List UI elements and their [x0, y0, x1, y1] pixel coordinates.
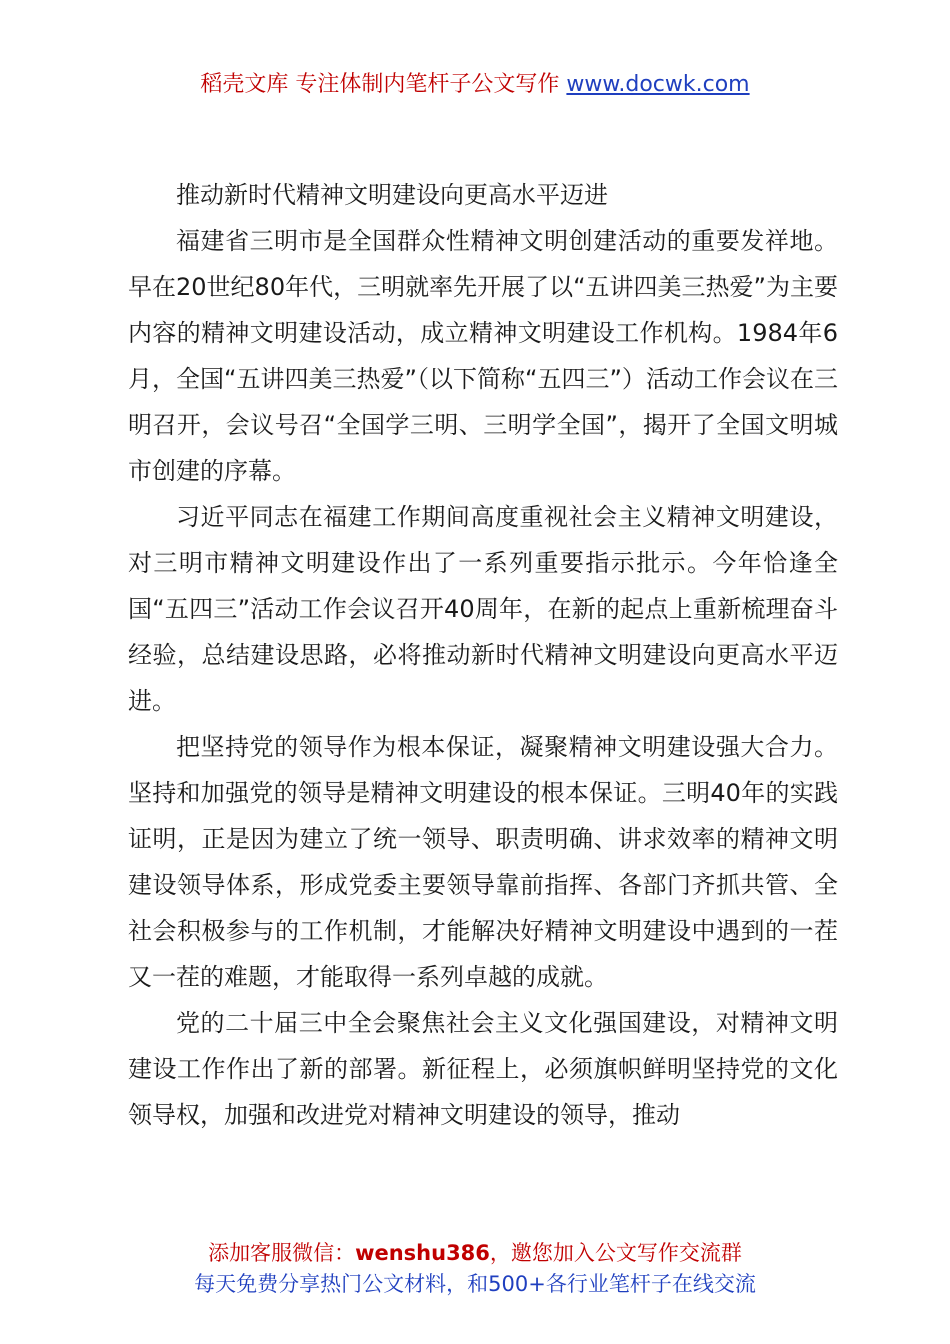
article-paragraph-1: 福建省三明市是全国群众性精神文明创建活动的重要发祥地。早在20世纪80年代，三明就率先开展了以“五讲四美三热爱”为主要内容的精神文明建设活动，成立精神文明建设工作机构。1984年6月，全国“五讲四美三热爱”（以下简称“五四三”）活动工作会议在三明召开，会议号召“全国学三明、三明学全国”，揭开了全国文明城市创建的序幕。	[128, 227, 838, 485]
article-title: 推动新时代精神文明建设向更高水平迈进	[176, 181, 608, 209]
article-body	[128, 172, 838, 1138]
footer-contact-prefix: 添加客服微信：	[208, 1241, 356, 1265]
footer-contact-suffix: ，邀您加入公文写作交流群	[489, 1241, 742, 1265]
footer-wechat-id: wenshu386	[355, 1241, 490, 1265]
page-footer	[0, 1238, 950, 1300]
footer-promo-line: 每天免费分享热门公文材料，和500+各行业笔杆子在线交流	[194, 1272, 756, 1296]
article-paragraph-3: 把坚持党的领导作为根本保证，凝聚精神文明建设强大合力。坚持和加强党的领导是精神文明建设的根本保证。三明40年的实践证明，正是因为建立了统一领导、职责明确、讲求效率的精神文明建设领导体系，形成党委主要领导靠前指挥、各部门齐抓共管、全社会积极参与的工作机制，才能解决好精神文明建设中遇到的一茬又一茬的难题，才能取得一系列卓越的成就。	[128, 733, 838, 991]
article-paragraph-2: 习近平同志在福建工作期间高度重视社会主义精神文明建设，对三明市精神文明建设作出了一系列重要指示批示。今年恰逢全国“五四三”活动工作会议召开40周年，在新的起点上重新梳理奋斗经验，总结建设思路，必将推动新时代精神文明建设向更高水平迈进。	[128, 503, 838, 715]
page-header	[0, 70, 950, 100]
header-brand-text: 稻壳文库 专注体制内笔杆子公文写作	[200, 72, 567, 97]
footer-contact-line	[0, 1238, 950, 1269]
header-site-link[interactable]: www.docwk.com	[566, 72, 750, 97]
article-paragraph-4: 党的二十届三中全会聚焦社会主义文化强国建设，对精神文明建设工作作出了新的部署。新征程上，必须旗帜鲜明坚持党的文化领导权，加强和改进党对精神文明建设的领导，推动	[128, 1009, 838, 1129]
